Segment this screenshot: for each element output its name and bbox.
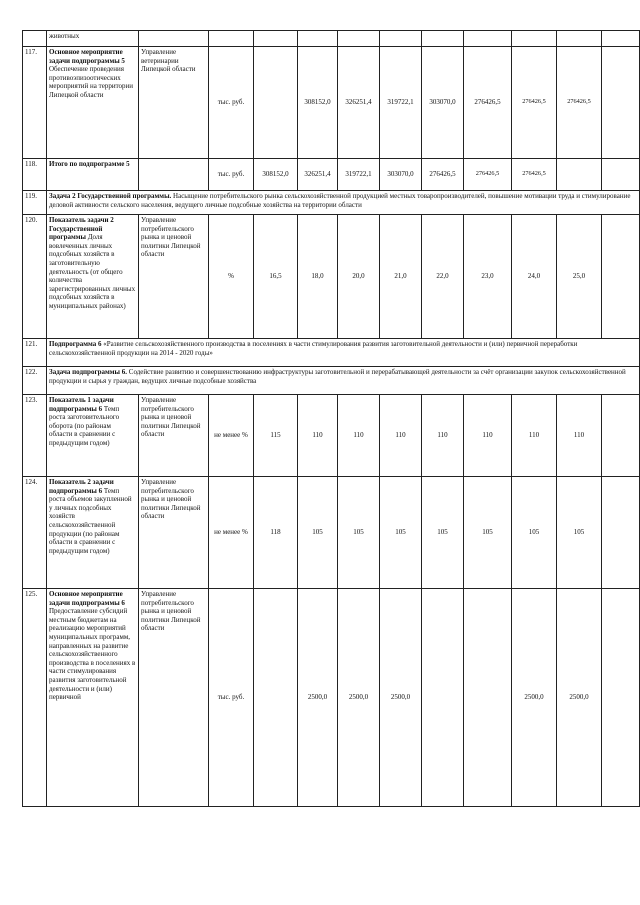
table-row: 118. Итого по подпрограмме 5 тыс. руб. 308152,0 326251,4 319722,1 303070,0 276426,5 276426,5 276426,5: [23, 159, 640, 191]
table-row: 124. Показатель 2 задачи подпрограммы 6 Темп роста объемов закупленной у личных подсобных хозяйств сельскохозяйственной продукции (по районам области в сравнении с предыдущим годом) Управление потребительского рынка и ценовой политики Липецкой области не менее % 118 105 105 105 105 105 105 105: [23, 477, 640, 589]
table-row: 117. Основное мероприятие задачи подпрограммы 5 Обеспечение проведения противоэпизоотических мероприятий на территории Липецкой области Управление ветеринарии Липецкой области тыс. руб. 308152,0 326251,4 319722,1 303070,0 276426,5 276426,5 276426,5: [23, 47, 640, 159]
table-row: 123. Показатель 1 задачи подпрограммы 6 Темп роста заготовительного оборота (по районам области в сравнении с предыдущим годом) Управление потребительского рынка и ценовой политики Липецкой области не менее % 115 110 110 110 110 110 110 110: [23, 395, 640, 477]
table-row: 120. Показатель задачи 2 Государственной программы Доля вовлеченных личных подсобных хозяйств в заготовительную деятельность (от общего количества зарегистрированных личных подсобных хозяйств в муниципальных районах) Управление потребительского рынка и ценовой политики Липецкой области % 16,5 18,0 20,0 21,0 22,0 23,0 24,0 25,0: [23, 215, 640, 339]
row-number: 117.: [23, 47, 47, 159]
table-row: 122. Задача подпрограммы 6. Содействие развитию и совершенствованию инфраструктуры заготовительной и перерабатывающей деятельности за счёт организации закупок сельскохозяйственной продукции и сырья у граждан, ведущих личные подсобные хозяйства: [23, 367, 640, 395]
table-row: [23, 31, 640, 47]
row-executor: Управление ветеринарии Липецкой области: [139, 47, 209, 159]
row-title: Основное мероприятие задачи подпрограммы 5 Обеспечение проведения противоэпизоотических мероприятий на территории Липецкой области: [47, 47, 139, 159]
document-page: [22, 30, 631, 807]
table-row: 119. Задача 2 Государственной программы. Насыщение потребительского рынка сельскохозяйственной продукцией местных товаропроизводителей, повышение мотивации труда и стимулирование деловой активности сельского населения, ведущего личные подсобные хозяйства на территории области: [23, 191, 640, 215]
table-row: 125. Основное мероприятие задачи подпрограммы 6 Предоставление субсидий местным бюджетам на реализацию мероприятий муниципальных программ, направленных на развитие сельскохозяйственного производства в поселениях в части стимулирования развития заготовительной деятельности и (или) первичной Управление потребительского рынка и ценовой политики Липецкой области тыс. руб. 2500,0 2500,0 2500,0 2500,0 2500,0: [23, 589, 640, 807]
table-row: 121. Подпрограмма 6 «Развитие сельскохозяйственного производства в поселениях в части стимулирования развития заготовительной деятельности и (или) первичной переработки сельскохозяйственной продукции на 2014 - 2020 годы»: [23, 339, 640, 367]
row-unit: тыс. руб.: [209, 47, 254, 159]
continuation-text: животных: [47, 31, 139, 47]
program-table: [22, 30, 640, 807]
